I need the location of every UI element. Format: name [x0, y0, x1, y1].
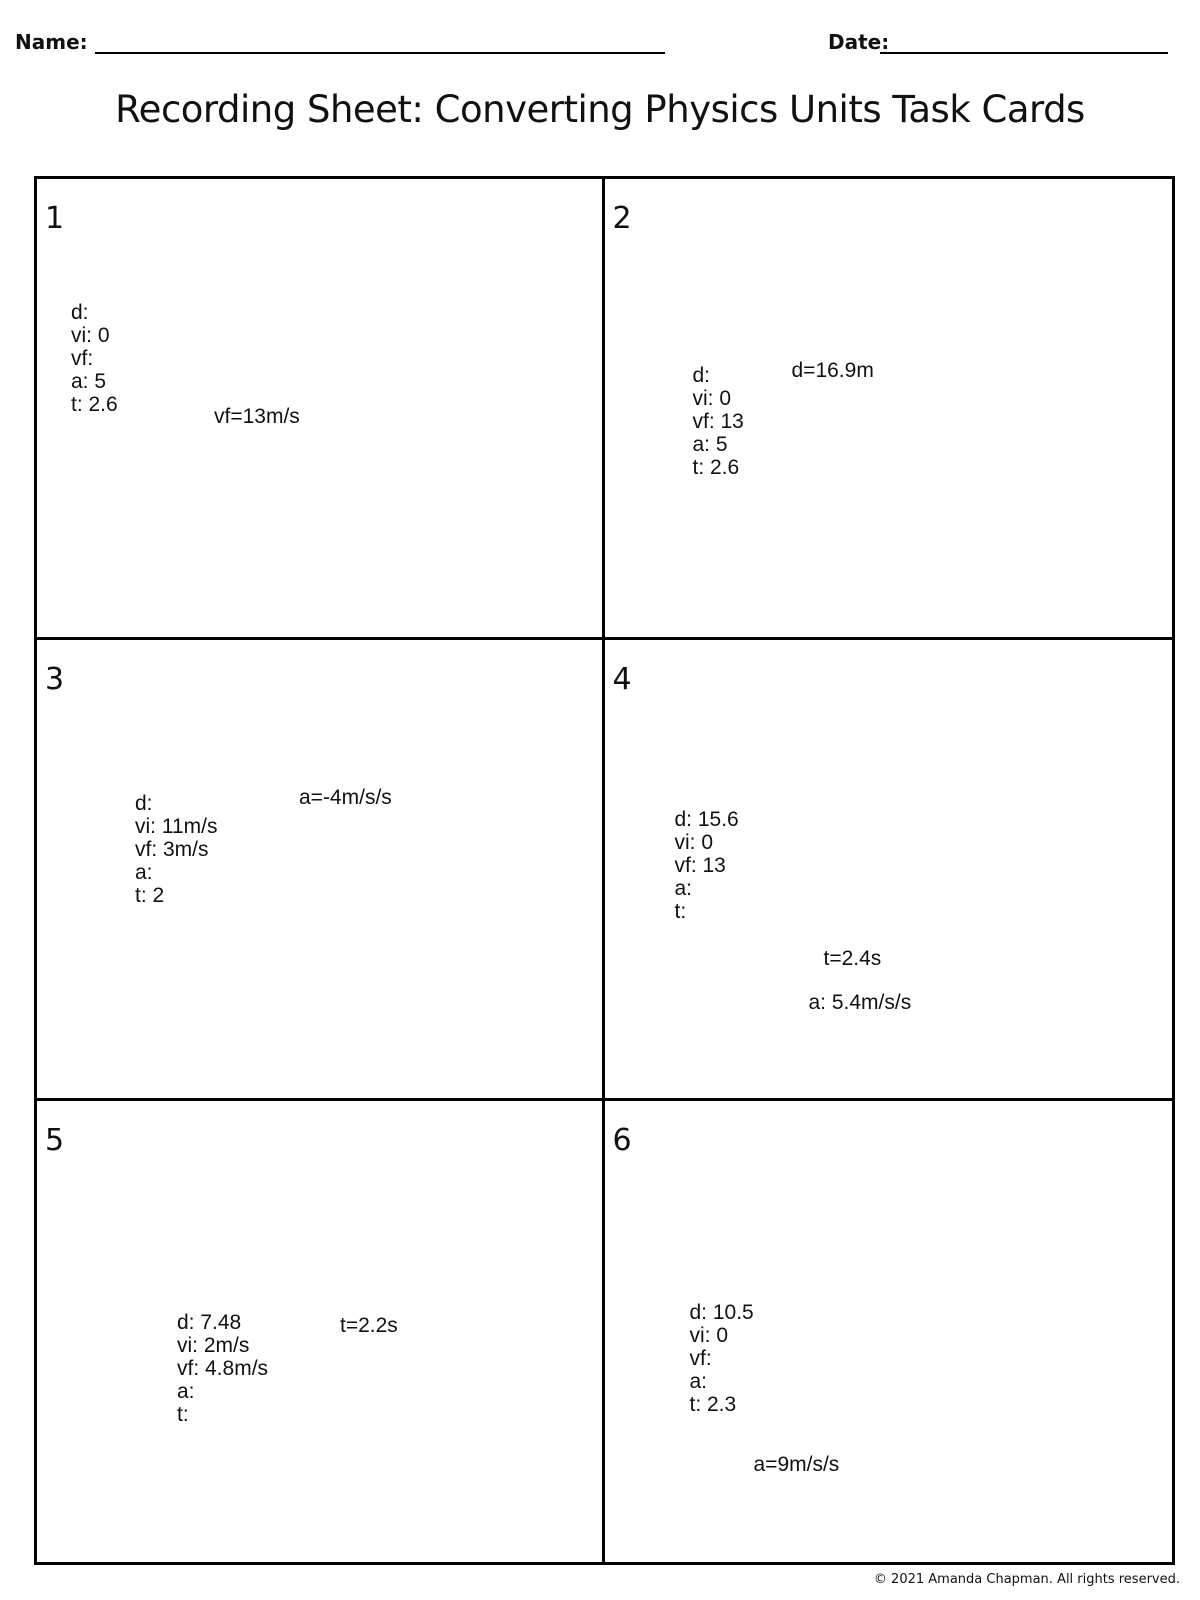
card-answer: t=2.4s: [823, 947, 882, 970]
card-variables: [135, 792, 217, 907]
card-number: 5: [45, 1123, 65, 1158]
card-number: 4: [612, 662, 632, 697]
card-variables: [177, 1311, 268, 1426]
card-answer: t=2.2s: [340, 1314, 398, 1337]
var-d: d: 7.48: [177, 1311, 242, 1334]
card-6: [605, 1101, 1173, 1562]
var-vi: vi: 0: [674, 831, 714, 854]
name-field-line[interactable]: [95, 52, 665, 54]
var-vf: vf:: [71, 347, 94, 370]
name-label: Name:: [15, 30, 88, 54]
card-variables: [71, 301, 118, 416]
page-title: Recording Sheet: Converting Physics Units Task Cards: [115, 88, 1085, 131]
var-t: t: 2.3: [689, 1393, 737, 1416]
var-vf: vf: 13: [692, 410, 744, 433]
var-vi: vi: 11m/s: [135, 815, 218, 838]
var-d: d:: [71, 301, 89, 324]
var-d: d: 15.6: [674, 808, 739, 831]
card-1: [37, 179, 605, 640]
var-vi: vi: 2m/s: [177, 1334, 250, 1357]
card-number: 2: [612, 201, 632, 236]
card-variables: [675, 808, 739, 923]
var-a: a:: [674, 877, 693, 900]
copyright-footer: © 2021 Amanda Chapman. All rights reserved.: [873, 1572, 1180, 1587]
var-t: t:: [674, 900, 687, 923]
var-vi: vi: 0: [689, 1324, 729, 1347]
var-a: a:: [177, 1380, 195, 1403]
var-vi: vi: 0: [71, 324, 110, 347]
var-t: t: 2.6: [71, 393, 118, 416]
var-d: d: 10.5: [689, 1301, 754, 1324]
card-answer: vf=13m/s: [214, 405, 300, 428]
var-a: a:: [689, 1370, 708, 1393]
date-label: Date:: [828, 30, 890, 54]
card-2: [605, 179, 1173, 640]
card-variables: [690, 1301, 754, 1416]
var-t: t: 2.6: [692, 456, 740, 479]
var-vf: vf: 3m/s: [135, 838, 209, 861]
var-t: t: 2: [135, 884, 165, 907]
card-4: [605, 640, 1173, 1101]
card-number: 1: [45, 201, 65, 236]
var-a: a:: [135, 861, 153, 884]
task-card-grid: [34, 176, 1175, 1565]
card-5: [37, 1101, 605, 1562]
var-vf: vf: 4.8m/s: [177, 1357, 269, 1380]
var-vf: vf: 13: [674, 854, 726, 877]
var-vi: vi: 0: [692, 387, 732, 410]
card-number: 3: [45, 662, 65, 697]
card-answer-secondary: a: 5.4m/s/s: [808, 991, 912, 1014]
card-answer: d=16.9m: [791, 359, 874, 382]
card-answer: a=-4m/s/s: [299, 786, 392, 809]
var-d: d:: [692, 364, 711, 387]
card-variables: [693, 364, 744, 479]
card-number: 6: [612, 1123, 632, 1158]
var-d: d:: [135, 792, 153, 815]
card-3: [37, 640, 605, 1101]
var-vf: vf:: [689, 1347, 712, 1370]
card-answer: a=9m/s/s: [753, 1453, 840, 1476]
var-a: a: 5: [692, 433, 728, 456]
var-a: a: 5: [71, 370, 107, 393]
date-field-line[interactable]: [880, 52, 1168, 54]
var-t: t:: [177, 1403, 189, 1426]
